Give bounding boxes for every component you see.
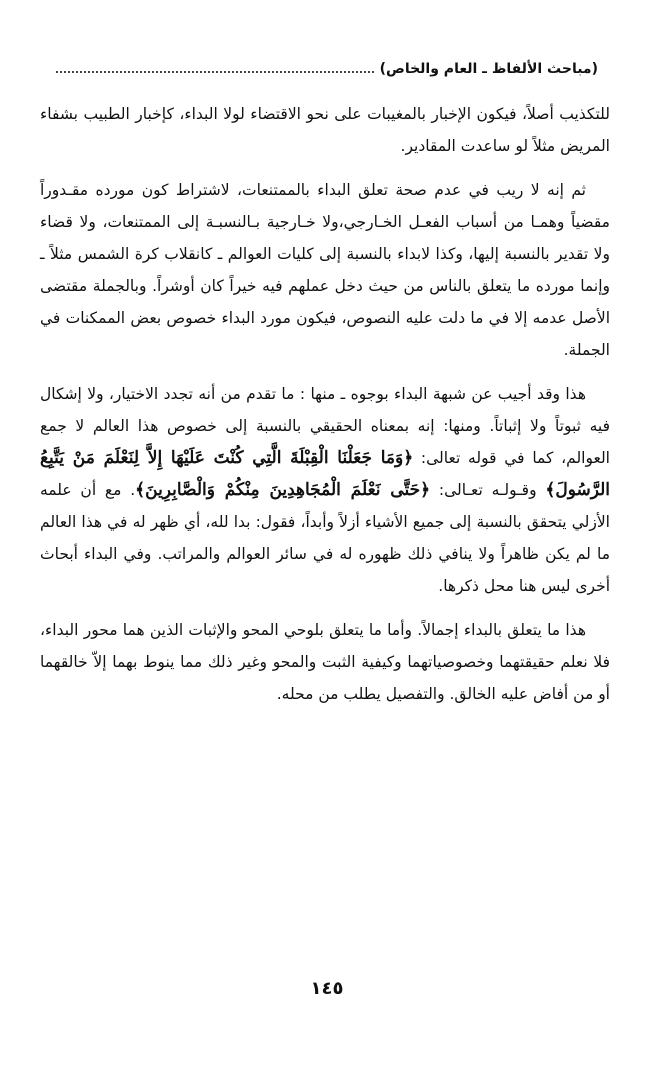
paragraph-4: هذا ما يتعلق بالبداء إجمالاً. وأما ما يتعلق بلوحي المحو والإثبات الذين هما محور البداء، فلا نعلم حقيقتهما وخصوصياتهما وكيفية الثبت والمحو وغير ذلك مما ينوط بهما إلاّ خالقهما أو من أفاض عليه الخالق. والتفصيل يطلب من محله.	[40, 621, 610, 703]
paragraph-3-text-a: هذا وقد أجيب عن شبهة البداء بوجوه ـ منها : ما تقدم من أنه تجدد الاختيار، ولا إشكال فيه ثبوتاً ولا إثباتاً. ومنها: إنه بمعناه الحقيقي بالنسبة إلى خصوص هذا العالم لا جمع العوالم، كما في قوله تعالى:	[40, 385, 610, 467]
paragraph-2: ثم إنه لا ريب في عدم صحة تعلق البداء بالممتنعات، لاشتراط كون مورده مقـدوراً مقضياً وهمـا من أسباب الفعـل الخـارجي،ولا خـارجية بـالنسبـة إلى الممتنعات، ولا قضاء ولا تقدير بالنسبة إليها، وكذا لابداء بالنسبة إلى كليات العوالم ـ كانقلاب كرة الشمس مثلاً ـ وإنما مورده ما يتعلق بالناس من حيث دخل عملهم فيه خيراً كان أوشراً. وبالجملة مقتضى الأصل عدمه إلا في ما دلت عليه النصوص، فيكون مورد البداء خصوص بعض الممكنات في الجملة.	[40, 181, 610, 359]
main-text	[40, 98, 610, 722]
paragraph-3-text-c: . مع أن علمه الأزلي يتحقق بالنسبة إلى جميع الأشياء أزلاً وأبداً، فقول: بدا لله، أي ظهر له في هذا العالم ما لم يكن ظاهراً ولا ينافي ذلك ظهوره له في سائر العوالم والمراتب. وفي البداء أبحاث أخرى ليس هنا محل ذكرها.	[40, 481, 610, 595]
header-dotted-leader	[56, 71, 374, 73]
running-header	[56, 58, 598, 80]
paragraph-3-text-b: وقـولـه تعـالى:	[430, 481, 546, 499]
paragraph-1: للتكذيب أصلاً، فيكون الإخبار بالمغيبات على نحو الاقتضاء لولا البداء، كإخبار الطبيب بشفاء المريض مثلاً لو ساعدت المقادير.	[40, 105, 610, 155]
paragraph-3	[40, 378, 610, 602]
running-title: (مباحث الألفاظ ـ العام والخاص)	[379, 61, 598, 77]
quran-verse-1: ﴿وَمَا جَعَلْنَا الْقِبْلَةَ الَّتِي كُنْتَ عَلَيْهَا إِلاَّ لِنَعْلَمَ مَنْ يَتَّبِعُ الرَّسُولَ﴾	[40, 448, 610, 500]
page-number: ١٤٥	[310, 978, 344, 999]
quran-verse-2: ﴿حَتَّى نَعْلَمَ الْمُجَاهِدِينَ مِنْكُمْ وَالْصَّابِرِينَ﴾	[135, 480, 431, 500]
